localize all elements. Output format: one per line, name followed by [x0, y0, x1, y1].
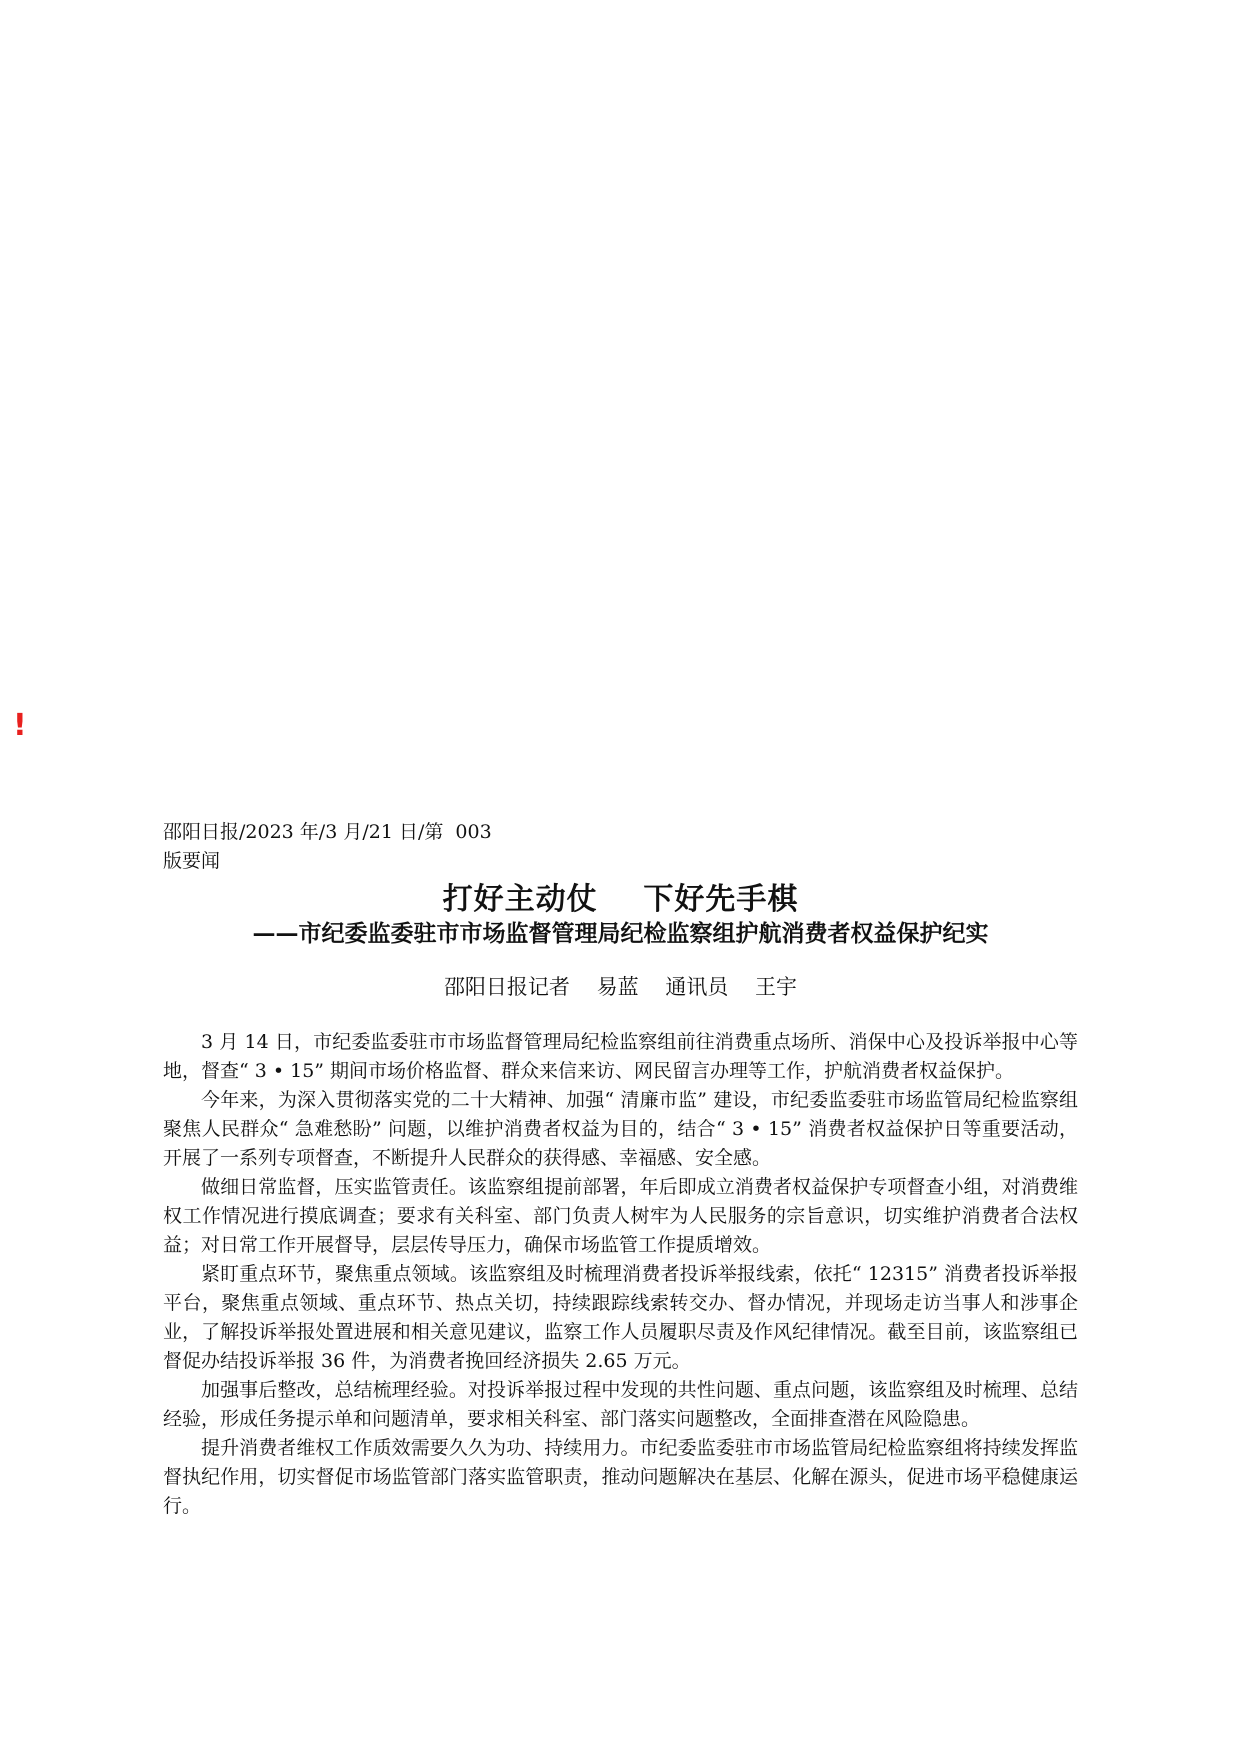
- paragraph: 今年来，为深入贯彻落实党的二十大精神、加强“ 清廉市监” 建设，市纪委监委驻市场监管局纪检监察组聚焦人民群众“ 急难愁盼” 问题，以维护消费者权益为目的，结合“ 3 • 15” 消费者权益保护日等重要活动，开展了一系列专项督查，不断提升人民群众的获得感、幸福感、安全感。: [163, 1089, 1078, 1169]
- alert-mark: !: [13, 708, 27, 743]
- source-line: 邵阳日报/2023 年/3 月/21 日/第 003: [163, 821, 492, 843]
- article-title: 打好主动仗 下好先手棋: [442, 882, 799, 917]
- byline: 邵阳日报记者 易蓝 通讯员 王宇: [443, 975, 798, 999]
- paragraph: 3 月 14 日，市纪委监委驻市市场监督管理局纪检监察组前往消费重点场所、消保中心及投诉举报中心等地，督查“ 3 • 15” 期间市场价格监督、群众来信来访、网民留言办理等工作，护航消费者权益保护。: [163, 1031, 1078, 1082]
- article: [163, 818, 1078, 1521]
- paragraph: 提升消费者维权工作质效需要久久为功、持续用力。市纪委监委驻市市场监管局纪检监察组将持续发挥监督执纪作用，切实督促市场监管部门落实监管职责，推动问题解决在基层、化解在源头，促进市场平稳健康运行。: [163, 1437, 1078, 1517]
- paragraph: 做细日常监督，压实监管责任。该监察组提前部署，年后即成立消费者权益保护专项督查小组，对消费维权工作情况进行摸底调查；要求有关科室、部门负责人树牢为人民服务的宗旨意识，切实维护消费者合法权益；对日常工作开展督导，层层传导压力，确保市场监管工作提质增效。: [163, 1176, 1078, 1256]
- section-line: 版要闻: [163, 850, 221, 872]
- paragraph: 紧盯重点环节，聚焦重点领域。该监察组及时梳理消费者投诉举报线索，依托“ 12315” 消费者投诉举报平台，聚焦重点领域、重点环节、热点关切，持续跟踪线索转交办、督办情况，并现场走访当事人和涉事企业，了解投诉举报处置进展和相关意见建议，监察工作人员履职尽责及作风纪律情况。截至目前，该监察组已督促办结投诉举报 36 件，为消费者挽回经济损失 2.65 万元。: [163, 1263, 1078, 1372]
- article-subtitle: ——市纪委监委驻市市场监督管理局纪检监察组护航消费者权益保护纪实: [252, 920, 989, 947]
- paragraph: 加强事后整改，总结梳理经验。对投诉举报过程中发现的共性问题、重点问题，该监察组及时梳理、总结经验，形成任务提示单和问题清单，要求相关科室、部门落实问题整改，全面排查潜在风险隐患。: [163, 1379, 1078, 1430]
